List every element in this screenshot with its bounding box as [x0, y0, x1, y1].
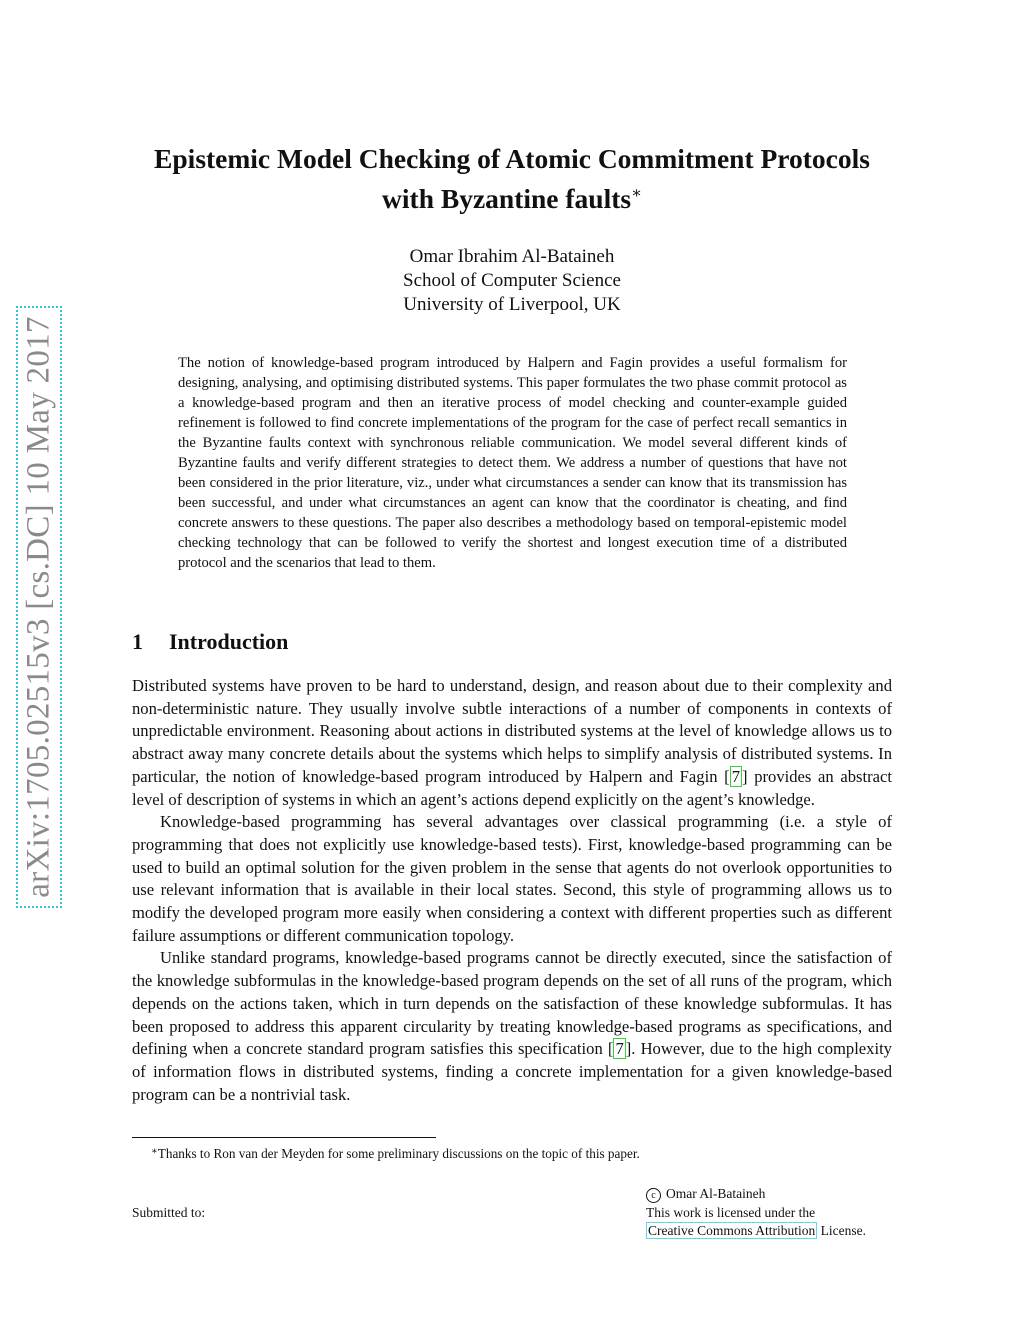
footnote-divider [132, 1137, 436, 1138]
creative-commons-link[interactable]: Creative Commons Attribution [648, 1223, 816, 1238]
section-title: Introduction [169, 629, 289, 654]
paragraph-1-text-b: ] provides an abstract level of description of systems in which an agent’s actions depend explicitly on the agent’s knowledge. [132, 766, 892, 809]
license-line: This work is licensed under the [646, 1204, 816, 1220]
title-line-1: Epistemic Model Checking of Atomic Commitment Protocols [154, 143, 870, 174]
paragraph-1 [132, 675, 892, 811]
footnote-text: Thanks to Ron van der Meyden for some preliminary discussions on the topic of this paper. [157, 1146, 640, 1161]
copyright-holder: Omar Al-Bataineh [666, 1186, 766, 1201]
author-institution: University of Liverpool, UK [403, 294, 621, 315]
author-name: Omar Ibrahim Al-Bataineh [409, 246, 615, 267]
license-link-line [646, 1222, 866, 1241]
title-line-2-text: with Byzantine faults [382, 183, 632, 214]
submitted-to: Submitted to: [132, 1205, 206, 1220]
author-block [120, 245, 904, 317]
title-footnote-mark[interactable]: ∗ [631, 185, 642, 202]
abstract: The notion of knowledge-based program introduced by Halpern and Fagin provides a useful formalism for designing, analysing, and optimising distributed systems. This paper formulates the two phase commit protocol as a knowledge-based program and then an iterative process of model checking and counter-example guided refinement is followed to find concrete implementations of the program for the case of perfect recall semantics in the Byzantine faults context with synchronous reliable communication. We model several different kinds of Byzantine faults and verify different strategies to detect them. We address a number of questions that have not been considered in the prior literature, viz., under what circumstances a sender can know that its transmission has been successful, and under what circumstances an agent can know that the coordinator is cheating, and find concrete answers to these questions. The paper also describes a methodology based on temporal-epistemic model checking technology that can be followed to verify the shortest and longest execution time of a distributed protocol and the scenarios that lead to them. [178, 355, 847, 571]
paper-title [120, 141, 904, 216]
paragraph-3-text-a: Unlike standard programs, knowledge-based programs cannot be directly executed, since the satisfaction of the knowledge subformulas in the knowledge-based program depends on the set of all runs of the program, which depends on the actions taken, which in turn depends on the satisfaction of these knowledge subformulas. It has been proposed to address this apparent circularity by treating knowledge-based programs as specifications, and defining when a concrete standard program satisfies this specification [ [132, 948, 892, 1059]
license-suffix: License. [817, 1223, 866, 1238]
paragraph-3 [132, 947, 892, 1106]
introduction-body [132, 675, 892, 1106]
paragraph-2: Knowledge-based programming has several advantages over classical programming (i.e. a style of programming that does not explicitly use knowledge-based tests). First, knowledge-based programming can be used to build an optimal solution for the given problem in the sense that agents do not overlook opportunities to use relevant information that is available in their local states. Second, this style of programming allows us to modify the developed program more easily when considering a context with different properties such as different failure assumptions or different communication topology. [132, 812, 892, 945]
copyright-line [646, 1185, 866, 1204]
title-line-2 [120, 176, 904, 216]
citation-link[interactable]: 7 [731, 766, 740, 786]
footnote [151, 1143, 640, 1163]
paragraph-3-text-b: ]. However, due to the high complexity of information flows in distributed systems, finding a concrete implementation for a given knowledge-based program can be a nontrivial task. [132, 1039, 892, 1104]
paragraph-1-text-a: Distributed systems have proven to be hard to understand, design, and reason about due to their complexity and non-deterministic nature. They usually involve subtle interactions of a number of components in contexts of unpredictable environment. Reasoning about actions in distributed systems at the level of knowledge allows us to abstract away many concrete details about the systems which helps to simplify analysis of distributed systems. In particular, the notion of knowledge-based program introduced by Halpern and Fagin [ [132, 676, 892, 786]
license-block [646, 1185, 866, 1241]
citation-link[interactable]: 7 [615, 1039, 624, 1059]
copyright-icon: c [646, 1188, 661, 1203]
section-number: 1 [132, 629, 143, 654]
footnote-mark: ∗ [151, 1146, 158, 1157]
arxiv-identifier: arXiv:1705.02515v3 [cs.DC] 10 May 2017 [20, 316, 57, 898]
author-affiliation: School of Computer Science [403, 270, 621, 291]
section-heading [132, 629, 288, 655]
